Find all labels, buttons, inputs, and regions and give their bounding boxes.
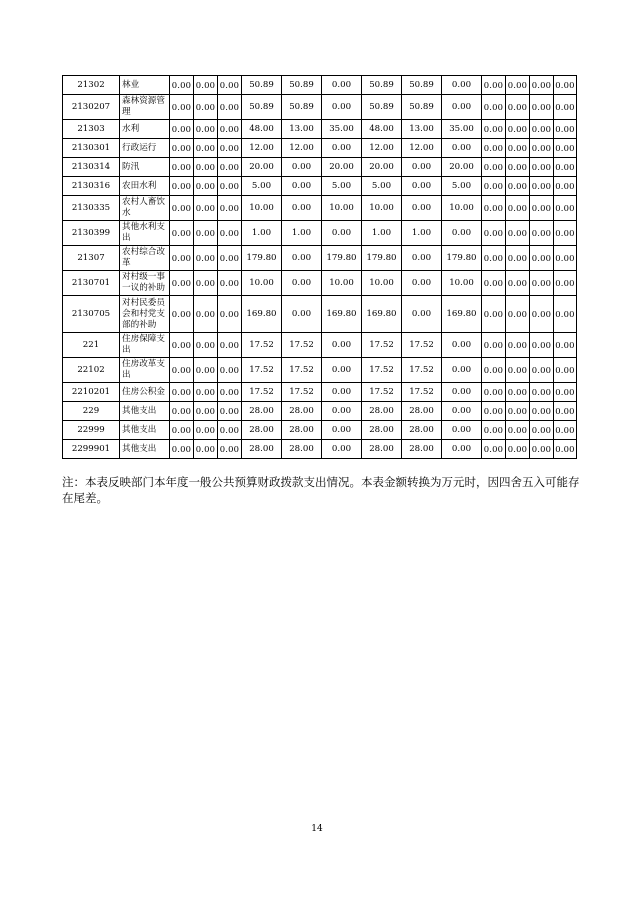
amount-cell: 0.00 <box>194 95 218 120</box>
amount-cell: 50.89 <box>282 95 322 120</box>
table-row <box>63 76 577 95</box>
amount-cell: 0.00 <box>322 421 362 440</box>
amount-cell: 0.00 <box>170 402 194 421</box>
subject-code-cell: 2130301 <box>63 139 120 158</box>
amount-cell: 0.00 <box>554 271 577 296</box>
amount-cell: 17.52 <box>242 383 282 402</box>
amount-cell: 0.00 <box>506 271 530 296</box>
amount-cell: 5.00 <box>442 177 482 196</box>
amount-cell: 0.00 <box>530 196 554 221</box>
table-footnote: 注：本表反映部门本年度一般公共预算财政拨款支出情况。本表金额转换为万元时，因四舍五入可能存在尾差。 <box>62 475 580 505</box>
amount-cell: 0.00 <box>506 402 530 421</box>
amount-cell: 0.00 <box>322 95 362 120</box>
table-row <box>63 421 577 440</box>
amount-cell: 50.89 <box>362 76 402 95</box>
amount-cell: 0.00 <box>402 271 442 296</box>
subject-code-cell: 21303 <box>63 120 120 139</box>
amount-cell: 10.00 <box>442 271 482 296</box>
amount-cell: 0.00 <box>554 76 577 95</box>
amount-cell: 17.52 <box>282 333 322 358</box>
amount-cell: 13.00 <box>402 120 442 139</box>
amount-cell: 0.00 <box>482 402 506 421</box>
amount-cell: 0.00 <box>322 402 362 421</box>
amount-cell: 48.00 <box>242 120 282 139</box>
amount-cell: 0.00 <box>194 246 218 271</box>
amount-cell: 28.00 <box>242 402 282 421</box>
subject-code-cell: 22102 <box>63 358 120 383</box>
amount-cell: 35.00 <box>442 120 482 139</box>
amount-cell: 0.00 <box>170 139 194 158</box>
subject-name-cell: 对村级一事一议的补助 <box>120 271 170 296</box>
amount-cell: 0.00 <box>170 246 194 271</box>
amount-cell: 0.00 <box>530 139 554 158</box>
table-row <box>63 271 577 296</box>
amount-cell: 0.00 <box>482 296 506 333</box>
table-row <box>63 296 577 333</box>
amount-cell: 0.00 <box>170 177 194 196</box>
amount-cell: 0.00 <box>442 402 482 421</box>
amount-cell: 0.00 <box>282 196 322 221</box>
amount-cell: 0.00 <box>170 358 194 383</box>
amount-cell: 17.52 <box>282 358 322 383</box>
table-row <box>63 246 577 271</box>
amount-cell: 0.00 <box>554 402 577 421</box>
amount-cell: 0.00 <box>282 158 322 177</box>
amount-cell: 0.00 <box>554 196 577 221</box>
amount-cell: 0.00 <box>482 333 506 358</box>
amount-cell: 0.00 <box>194 333 218 358</box>
subject-name-cell: 其他支出 <box>120 421 170 440</box>
expenditure-table <box>62 75 577 459</box>
amount-cell: 0.00 <box>442 221 482 246</box>
amount-cell: 28.00 <box>362 402 402 421</box>
amount-cell: 0.00 <box>554 158 577 177</box>
subject-code-cell: 221 <box>63 333 120 358</box>
amount-cell: 1.00 <box>362 221 402 246</box>
subject-code-cell: 2130316 <box>63 177 120 196</box>
amount-cell: 17.52 <box>402 383 442 402</box>
table-row <box>63 95 577 120</box>
subject-code-cell: 2130705 <box>63 296 120 333</box>
amount-cell: 0.00 <box>530 383 554 402</box>
amount-cell: 0.00 <box>218 196 242 221</box>
amount-cell: 17.52 <box>242 358 282 383</box>
table-row <box>63 383 577 402</box>
amount-cell: 0.00 <box>402 158 442 177</box>
amount-cell: 0.00 <box>194 296 218 333</box>
amount-cell: 0.00 <box>170 120 194 139</box>
table-row <box>63 402 577 421</box>
amount-cell: 17.52 <box>282 383 322 402</box>
amount-cell: 0.00 <box>194 271 218 296</box>
amount-cell: 20.00 <box>242 158 282 177</box>
amount-cell: 0.00 <box>194 383 218 402</box>
amount-cell: 0.00 <box>442 95 482 120</box>
subject-name-cell: 住房公积金 <box>120 383 170 402</box>
amount-cell: 0.00 <box>530 95 554 120</box>
amount-cell: 0.00 <box>482 158 506 177</box>
subject-code-cell: 22999 <box>63 421 120 440</box>
amount-cell: 0.00 <box>170 221 194 246</box>
amount-cell: 169.80 <box>322 296 362 333</box>
amount-cell: 0.00 <box>170 271 194 296</box>
amount-cell: 0.00 <box>194 76 218 95</box>
subject-name-cell: 行政运行 <box>120 139 170 158</box>
amount-cell: 28.00 <box>402 440 442 459</box>
amount-cell: 0.00 <box>554 139 577 158</box>
subject-name-cell: 其他支出 <box>120 440 170 459</box>
amount-cell: 0.00 <box>282 296 322 333</box>
table-row <box>63 139 577 158</box>
amount-cell: 0.00 <box>218 120 242 139</box>
amount-cell: 12.00 <box>362 139 402 158</box>
subject-code-cell: 2130701 <box>63 271 120 296</box>
amount-cell: 179.80 <box>362 246 402 271</box>
amount-cell: 0.00 <box>482 95 506 120</box>
amount-cell: 0.00 <box>482 383 506 402</box>
subject-code-cell: 229 <box>63 402 120 421</box>
amount-cell: 1.00 <box>242 221 282 246</box>
subject-code-cell: 2130335 <box>63 196 120 221</box>
amount-cell: 10.00 <box>442 196 482 221</box>
amount-cell: 0.00 <box>530 246 554 271</box>
amount-cell: 0.00 <box>530 271 554 296</box>
amount-cell: 0.00 <box>506 95 530 120</box>
amount-cell: 0.00 <box>554 358 577 383</box>
subject-name-cell: 水利 <box>120 120 170 139</box>
amount-cell: 0.00 <box>442 358 482 383</box>
amount-cell: 0.00 <box>506 296 530 333</box>
amount-cell: 10.00 <box>322 271 362 296</box>
amount-cell: 0.00 <box>322 333 362 358</box>
amount-cell: 0.00 <box>482 271 506 296</box>
table-row <box>63 221 577 246</box>
amount-cell: 50.89 <box>242 76 282 95</box>
amount-cell: 0.00 <box>506 221 530 246</box>
amount-cell: 12.00 <box>242 139 282 158</box>
amount-cell: 0.00 <box>530 402 554 421</box>
subject-name-cell: 农田水利 <box>120 177 170 196</box>
amount-cell: 0.00 <box>170 421 194 440</box>
amount-cell: 0.00 <box>554 440 577 459</box>
amount-cell: 179.80 <box>322 246 362 271</box>
amount-cell: 0.00 <box>170 76 194 95</box>
table-row <box>63 440 577 459</box>
amount-cell: 17.52 <box>402 333 442 358</box>
amount-cell: 0.00 <box>322 221 362 246</box>
amount-cell: 0.00 <box>554 246 577 271</box>
amount-cell: 50.89 <box>242 95 282 120</box>
amount-cell: 0.00 <box>482 246 506 271</box>
amount-cell: 179.80 <box>242 246 282 271</box>
subject-code-cell: 2210201 <box>63 383 120 402</box>
amount-cell: 0.00 <box>322 139 362 158</box>
amount-cell: 0.00 <box>530 221 554 246</box>
table-row <box>63 196 577 221</box>
subject-name-cell: 住房改革支出 <box>120 358 170 383</box>
amount-cell: 0.00 <box>322 358 362 383</box>
amount-cell: 0.00 <box>530 158 554 177</box>
subject-code-cell: 2130207 <box>63 95 120 120</box>
amount-cell: 12.00 <box>282 139 322 158</box>
amount-cell: 0.00 <box>442 440 482 459</box>
subject-name-cell: 住房保障支出 <box>120 333 170 358</box>
amount-cell: 28.00 <box>402 402 442 421</box>
amount-cell: 20.00 <box>362 158 402 177</box>
amount-cell: 0.00 <box>402 177 442 196</box>
amount-cell: 48.00 <box>362 120 402 139</box>
amount-cell: 0.00 <box>482 177 506 196</box>
amount-cell: 10.00 <box>242 196 282 221</box>
subject-name-cell: 其他水利支出 <box>120 221 170 246</box>
amount-cell: 0.00 <box>506 358 530 383</box>
amount-cell: 0.00 <box>218 271 242 296</box>
amount-cell: 50.89 <box>362 95 402 120</box>
amount-cell: 0.00 <box>322 383 362 402</box>
amount-cell: 0.00 <box>170 196 194 221</box>
amount-cell: 0.00 <box>170 158 194 177</box>
table-row <box>63 177 577 196</box>
amount-cell: 0.00 <box>322 440 362 459</box>
amount-cell: 20.00 <box>442 158 482 177</box>
amount-cell: 169.80 <box>362 296 402 333</box>
subject-code-cell: 21307 <box>63 246 120 271</box>
amount-cell: 28.00 <box>402 421 442 440</box>
amount-cell: 0.00 <box>194 177 218 196</box>
amount-cell: 28.00 <box>282 421 322 440</box>
amount-cell: 28.00 <box>362 421 402 440</box>
amount-cell: 0.00 <box>170 95 194 120</box>
amount-cell: 0.00 <box>218 177 242 196</box>
amount-cell: 0.00 <box>554 177 577 196</box>
amount-cell: 10.00 <box>362 196 402 221</box>
amount-cell: 0.00 <box>554 221 577 246</box>
amount-cell: 179.80 <box>442 246 482 271</box>
amount-cell: 0.00 <box>218 158 242 177</box>
amount-cell: 0.00 <box>194 120 218 139</box>
amount-cell: 169.80 <box>242 296 282 333</box>
amount-cell: 10.00 <box>242 271 282 296</box>
amount-cell: 5.00 <box>362 177 402 196</box>
amount-cell: 0.00 <box>482 196 506 221</box>
amount-cell: 0.00 <box>506 120 530 139</box>
amount-cell: 17.52 <box>362 358 402 383</box>
amount-cell: 35.00 <box>322 120 362 139</box>
table-row <box>63 358 577 383</box>
amount-cell: 0.00 <box>402 246 442 271</box>
amount-cell: 0.00 <box>506 196 530 221</box>
amount-cell: 50.89 <box>402 76 442 95</box>
amount-cell: 28.00 <box>242 440 282 459</box>
amount-cell: 0.00 <box>194 440 218 459</box>
amount-cell: 12.00 <box>402 139 442 158</box>
amount-cell: 0.00 <box>482 358 506 383</box>
subject-name-cell: 森林资源管理 <box>120 95 170 120</box>
amount-cell: 0.00 <box>218 296 242 333</box>
amount-cell: 28.00 <box>282 402 322 421</box>
amount-cell: 0.00 <box>194 358 218 383</box>
subject-code-cell: 2299901 <box>63 440 120 459</box>
amount-cell: 0.00 <box>506 383 530 402</box>
amount-cell: 0.00 <box>554 95 577 120</box>
amount-cell: 0.00 <box>442 333 482 358</box>
amount-cell: 0.00 <box>442 383 482 402</box>
amount-cell: 0.00 <box>530 296 554 333</box>
amount-cell: 0.00 <box>282 177 322 196</box>
amount-cell: 10.00 <box>322 196 362 221</box>
amount-cell: 0.00 <box>530 76 554 95</box>
subject-code-cell: 2130314 <box>63 158 120 177</box>
amount-cell: 0.00 <box>218 440 242 459</box>
subject-name-cell: 农村综合改革 <box>120 246 170 271</box>
amount-cell: 5.00 <box>322 177 362 196</box>
amount-cell: 0.00 <box>194 421 218 440</box>
amount-cell: 0.00 <box>506 139 530 158</box>
amount-cell: 1.00 <box>282 221 322 246</box>
amount-cell: 0.00 <box>218 221 242 246</box>
amount-cell: 17.52 <box>402 358 442 383</box>
amount-cell: 0.00 <box>218 333 242 358</box>
amount-cell: 17.52 <box>242 333 282 358</box>
subject-name-cell: 林业 <box>120 76 170 95</box>
amount-cell: 0.00 <box>218 383 242 402</box>
amount-cell: 50.89 <box>282 76 322 95</box>
amount-cell: 0.00 <box>322 76 362 95</box>
amount-cell: 0.00 <box>442 76 482 95</box>
amount-cell: 0.00 <box>170 440 194 459</box>
amount-cell: 0.00 <box>482 221 506 246</box>
amount-cell: 0.00 <box>482 440 506 459</box>
amount-cell: 0.00 <box>218 246 242 271</box>
amount-cell: 20.00 <box>322 158 362 177</box>
amount-cell: 0.00 <box>194 158 218 177</box>
amount-cell: 0.00 <box>554 296 577 333</box>
amount-cell: 17.52 <box>362 383 402 402</box>
subject-code-cell: 21302 <box>63 76 120 95</box>
amount-cell: 0.00 <box>282 271 322 296</box>
amount-cell: 0.00 <box>218 139 242 158</box>
amount-cell: 0.00 <box>530 440 554 459</box>
amount-cell: 169.80 <box>442 296 482 333</box>
amount-cell: 50.89 <box>402 95 442 120</box>
amount-cell: 0.00 <box>170 333 194 358</box>
amount-cell: 0.00 <box>530 358 554 383</box>
table-row <box>63 333 577 358</box>
amount-cell: 0.00 <box>402 196 442 221</box>
table-row <box>63 120 577 139</box>
amount-cell: 0.00 <box>554 421 577 440</box>
page-number: 14 <box>311 824 323 834</box>
amount-cell: 10.00 <box>362 271 402 296</box>
amount-cell: 0.00 <box>170 296 194 333</box>
subject-code-cell: 2130399 <box>63 221 120 246</box>
subject-name-cell: 防汛 <box>120 158 170 177</box>
amount-cell: 0.00 <box>194 139 218 158</box>
amount-cell: 0.00 <box>482 76 506 95</box>
amount-cell: 0.00 <box>282 246 322 271</box>
amount-cell: 0.00 <box>482 421 506 440</box>
amount-cell: 28.00 <box>242 421 282 440</box>
amount-cell: 0.00 <box>530 177 554 196</box>
amount-cell: 0.00 <box>506 440 530 459</box>
subject-name-cell: 其他支出 <box>120 402 170 421</box>
amount-cell: 13.00 <box>282 120 322 139</box>
amount-cell: 0.00 <box>442 139 482 158</box>
amount-cell: 0.00 <box>218 402 242 421</box>
amount-cell: 0.00 <box>194 221 218 246</box>
amount-cell: 0.00 <box>506 76 530 95</box>
amount-cell: 0.00 <box>402 296 442 333</box>
amount-cell: 0.00 <box>506 421 530 440</box>
amount-cell: 0.00 <box>530 333 554 358</box>
amount-cell: 0.00 <box>218 76 242 95</box>
amount-cell: 0.00 <box>506 333 530 358</box>
amount-cell: 0.00 <box>482 139 506 158</box>
amount-cell: 0.00 <box>170 383 194 402</box>
amount-cell: 0.00 <box>218 95 242 120</box>
amount-cell: 0.00 <box>218 421 242 440</box>
amount-cell: 0.00 <box>194 196 218 221</box>
amount-cell: 28.00 <box>282 440 322 459</box>
amount-cell: 0.00 <box>194 402 218 421</box>
amount-cell: 0.00 <box>442 421 482 440</box>
amount-cell: 0.00 <box>530 120 554 139</box>
amount-cell: 0.00 <box>506 246 530 271</box>
table-row <box>63 158 577 177</box>
amount-cell: 0.00 <box>506 177 530 196</box>
amount-cell: 0.00 <box>218 358 242 383</box>
amount-cell: 0.00 <box>554 120 577 139</box>
amount-cell: 28.00 <box>362 440 402 459</box>
amount-cell: 1.00 <box>402 221 442 246</box>
amount-cell: 0.00 <box>506 158 530 177</box>
amount-cell: 17.52 <box>362 333 402 358</box>
amount-cell: 5.00 <box>242 177 282 196</box>
subject-name-cell: 农村人畜饮水 <box>120 196 170 221</box>
amount-cell: 0.00 <box>482 120 506 139</box>
amount-cell: 0.00 <box>554 383 577 402</box>
amount-cell: 0.00 <box>530 421 554 440</box>
subject-name-cell: 对村民委员会和村党支部的补助 <box>120 296 170 333</box>
amount-cell: 0.00 <box>554 333 577 358</box>
